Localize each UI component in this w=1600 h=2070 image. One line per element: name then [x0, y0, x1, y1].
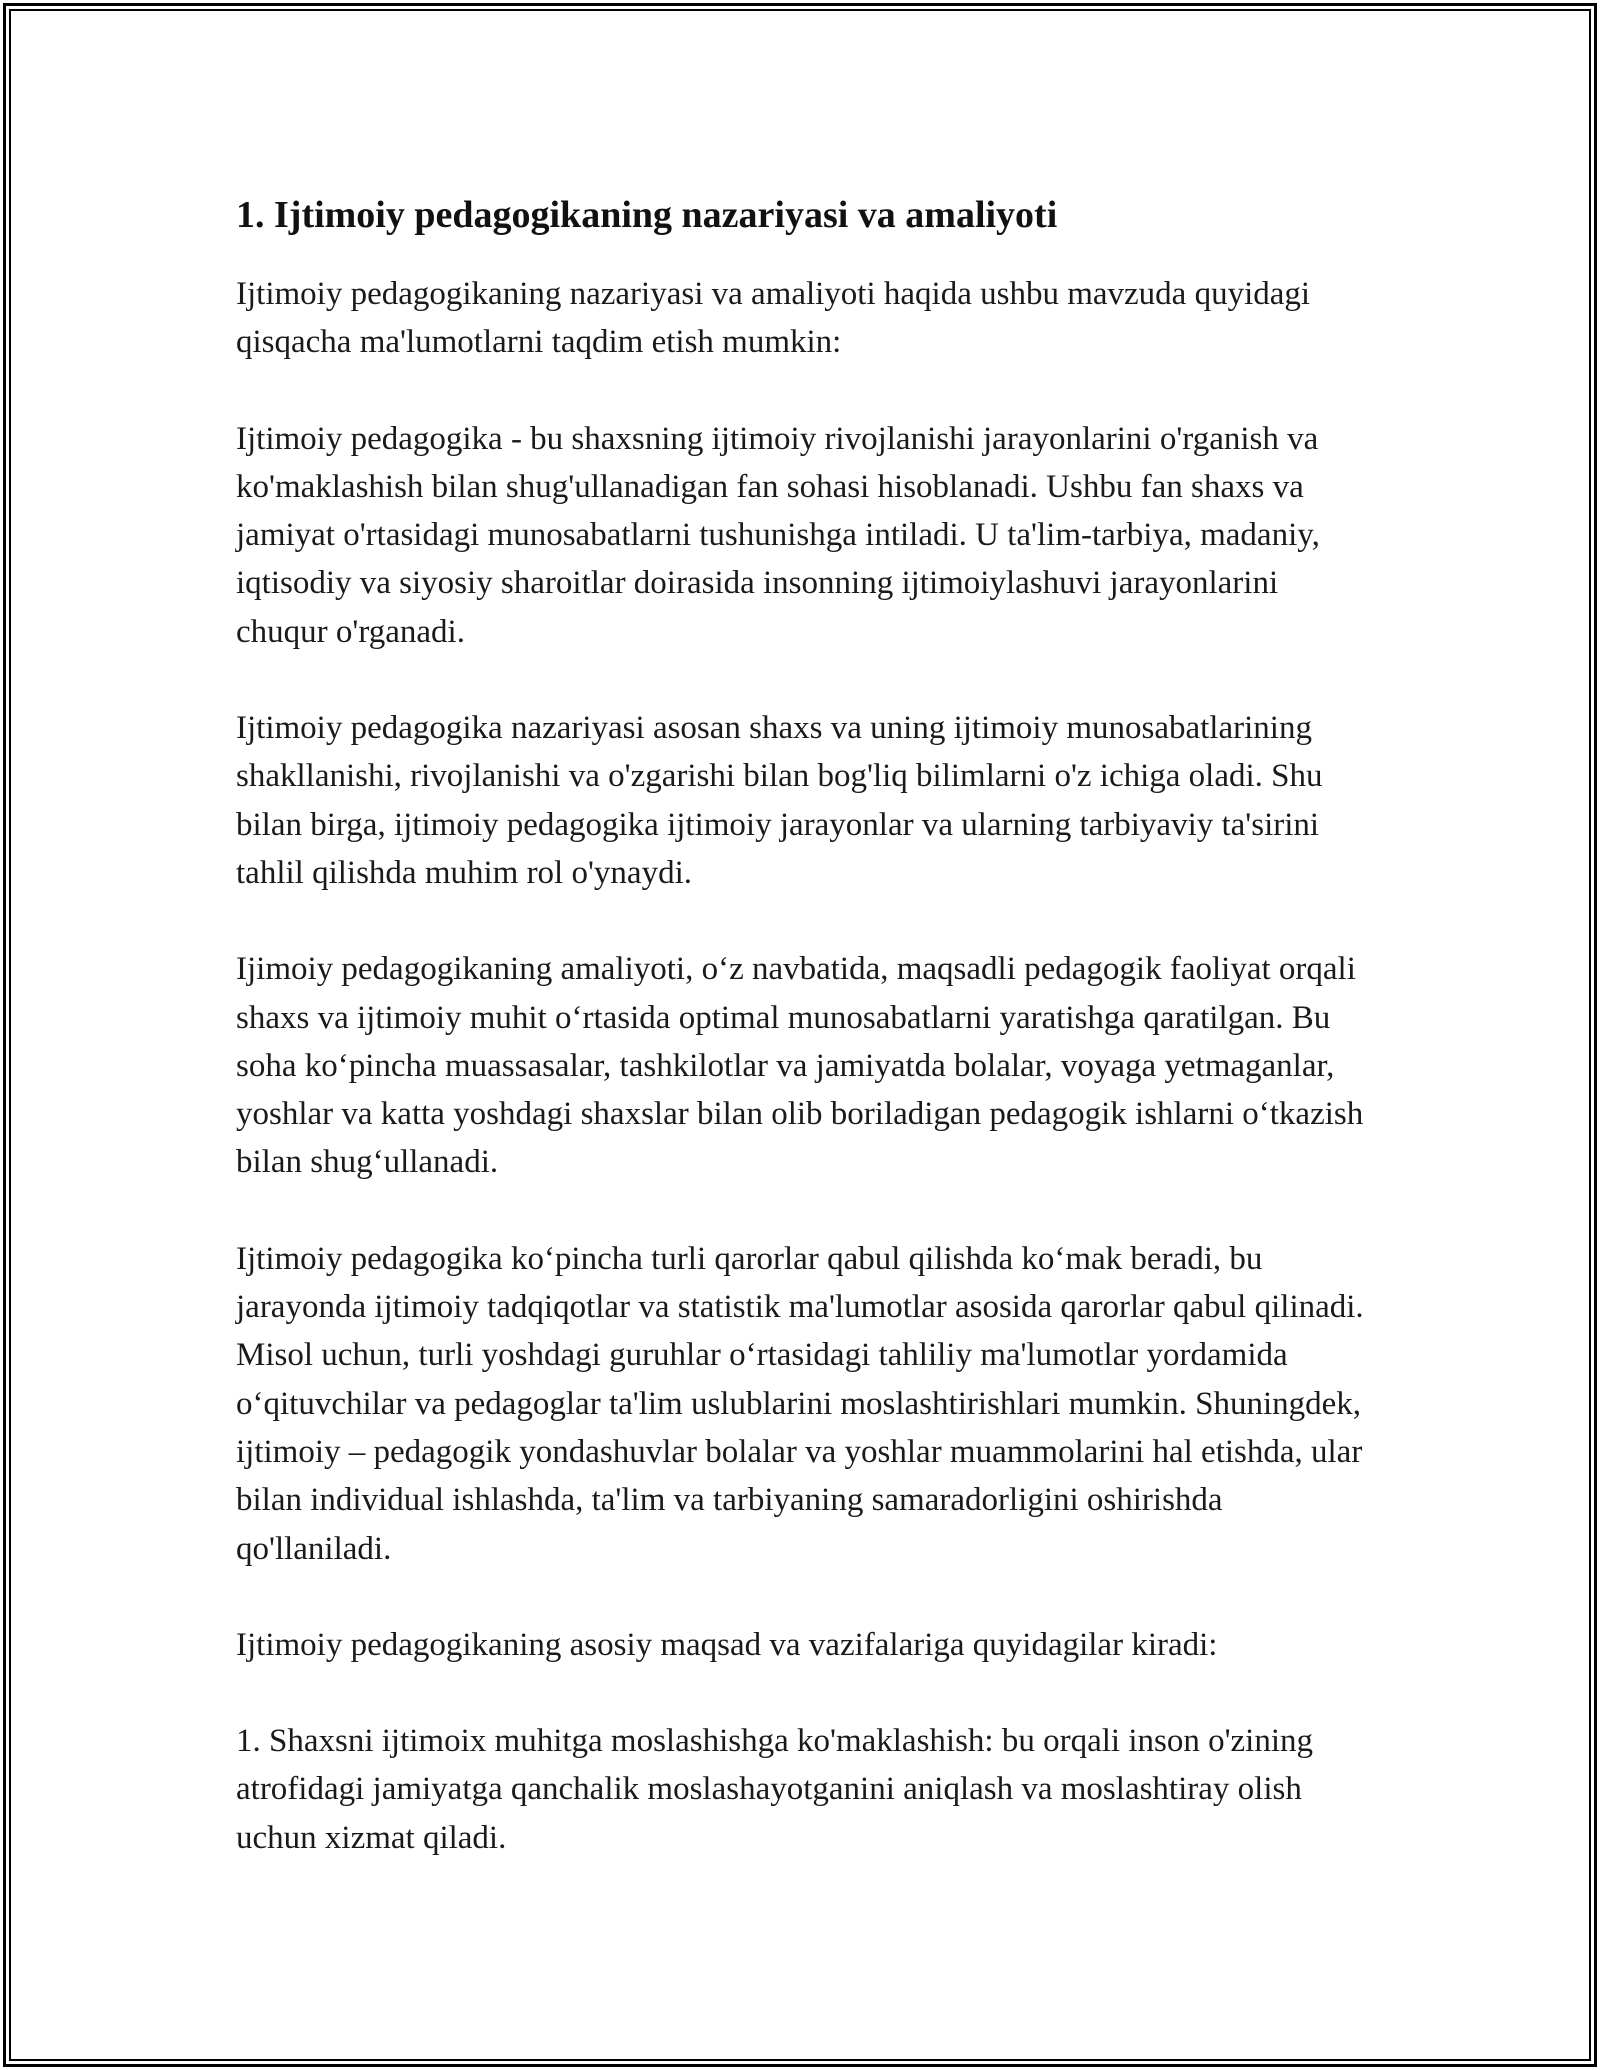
intro-paragraph: Ijtimoiy pedagogikaning nazariyasi va amaliyoti haqida ushbu mavzuda quyidagi qisqacha ma'lumotlarni taqdim etish mumkin:: [236, 276, 1311, 361]
decision-paragraph: Ijtimoiy pedagogika ko‘pincha turli qarorlar qabul qilishda ko‘mak beradi, bu jarayonda ijtimoiy tadqiqotlar va statistik ma'lumotlar asosida qarorlar qabul qilinadi. Misol uchun, turli yoshdagi guruhlar o‘rtasidagi tahliliy ma'lumotlar yordamida o‘qituvchilar va pedagoglar ta'lim uslublarini moslashtirishlari mumkin. Shuningdek, ijtimoiy – pedagogik yondashuvlar bolalar va yoshlar muammolarini hal etishda, ular bilan individual ishlashda, ta'lim va tarbiyaning samaradorligini oshirishda qo'llaniladi.: [236, 1240, 1364, 1567]
document-title: 1. Ijtimoiy pedagogikaning nazariyasi va amaliyoti: [236, 194, 1058, 236]
practice-paragraph: Ijimoiy pedagogikaning amaliyoti, o‘z navbatida, maqsadli pedagogik faoliyat orqali shaxs va ijtimoiy muhit o‘rtasida optimal munosabatlarni yaratishga qaratilgan. Bu soha ko‘pincha muassasalar, tashkilotlar va jamiyatda bolalar, voyaga yetmaganlar, yoshlar va katta yoshdagi shaxslar bilan olib boriladigan pedagogik ishlarni o‘tkazish bilan shug‘ullanadi.: [236, 951, 1364, 1181]
document-body: [236, 186, 1376, 1910]
theory-paragraph: Ijtimoiy pedagogika nazariyasi asosan shaxs va uning ijtimoiy munosabatlarining shakllanishi, rivojlanishi va o'zgarishi bilan bog'liq bilimlarni o'z ichiga oladi. Shu bilan birga, ijtimoiy pedagogika ijtimoiy jarayonlar va ularning tarbiyaviy ta'sirini tahlil qilishda muhim rol o'ynaydi.: [236, 710, 1323, 891]
goals-intro-paragraph: Ijtimoiy pedagogikaning asosiy maqsad va vazifalariga quyidagilar kiradi:: [236, 1626, 1218, 1663]
definition-paragraph: Ijtimoiy pedagogika - bu shaxsning ijtimoiy rivojlanishi jarayonlarini o'rganish va ko'maklashish bilan shug'ullanadigan fan sohasi hisoblanadi. Ushbu fan shaxs va jamiyat o'rtasidagi munosabatlarni tushunishga intiladi. U ta'lim-tarbiya, madaniy, iqtisodiy va siyosiy sharoitlar doirasida insonning ijtimoiylashuvi jarayonlarini chuqur o'rganadi.: [236, 420, 1320, 650]
goal-item-1: 1. Shaxsni ijtimoix muhitga moslashishga ko'maklashish: bu orqali inson o'zining atrofidagi jamiyatga qanchalik moslashayotganini aniqlash va moslashtiray olish uchun xizmat qiladi.: [236, 1723, 1314, 1856]
